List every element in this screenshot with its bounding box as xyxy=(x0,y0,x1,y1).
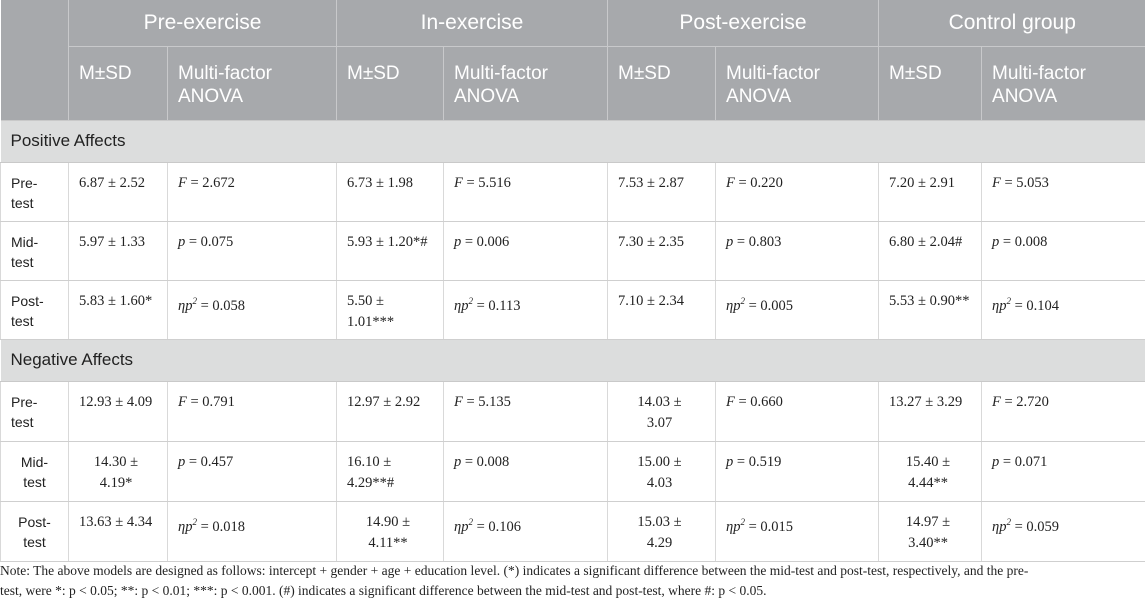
anova-header-line1: Multi-factor xyxy=(726,62,820,84)
anova-header xyxy=(716,46,879,120)
anova-cell xyxy=(444,162,608,221)
anova-cell xyxy=(168,501,337,561)
msd-value-line1: 13.63 ± 4.34 xyxy=(79,513,153,530)
stat-value: = 0.071 xyxy=(999,453,1048,470)
msd-value-line2: 4.29 xyxy=(646,534,673,551)
stat-superscript: 2 xyxy=(1006,516,1011,527)
row-label-line1: Post- xyxy=(18,513,51,530)
msd-value-line1: 5.53 ± 0.90** xyxy=(889,292,970,309)
msd-value-line1: 12.93 ± 4.09 xyxy=(79,393,153,410)
anova-header xyxy=(982,46,1145,120)
stat-value: = 0.005 xyxy=(744,297,794,314)
msd-value-line2: 4.29**# xyxy=(347,474,395,491)
msd-cell xyxy=(337,381,444,441)
stat-value: = 5.516 xyxy=(462,174,511,191)
row-label-line1: Mid- xyxy=(11,233,39,250)
msd-value-line1: 6.87 ± 2.52 xyxy=(79,174,145,191)
stat-superscript: 2 xyxy=(740,295,745,306)
msd-cell xyxy=(337,280,444,339)
stat-symbol: ηp xyxy=(454,297,469,314)
msd-cell xyxy=(879,221,982,280)
anova-header-line2: ANOVA xyxy=(454,85,520,107)
stat-symbol: ηp xyxy=(454,518,469,535)
msd-value-line2: 4.03 xyxy=(646,474,673,491)
msd-value-line1: 14.90 ± xyxy=(365,513,411,530)
stat-symbol: p xyxy=(178,453,186,470)
msd-cell xyxy=(879,501,982,561)
msd-value-line1: 14.30 ± xyxy=(93,453,139,470)
msd-cell xyxy=(69,381,168,441)
stat-value: = 0.220 xyxy=(734,174,783,191)
row-label-line2: test xyxy=(11,413,34,430)
stat-symbol: p xyxy=(454,453,462,470)
msd-cell xyxy=(608,162,716,221)
msd-value-line1: 14.97 ± xyxy=(905,513,951,530)
stat-symbol: p xyxy=(454,233,462,250)
table-row xyxy=(1,501,1145,561)
msd-header: M±SD xyxy=(879,46,982,120)
anova-cell xyxy=(716,381,879,441)
row-label-line1: Pre- xyxy=(11,393,38,410)
group-header: Pre-exercise xyxy=(69,0,337,46)
msd-cell xyxy=(608,221,716,280)
section-title: Positive Affects xyxy=(1,120,1145,162)
group-header: Post-exercise xyxy=(608,0,879,46)
anova-cell xyxy=(716,441,879,501)
msd-cell xyxy=(69,280,168,339)
msd-value-line2: 1.01*** xyxy=(347,313,395,330)
row-label-line2: test xyxy=(23,473,46,490)
stat-value: = 5.135 xyxy=(462,393,511,410)
msd-cell xyxy=(879,441,982,501)
section-row xyxy=(1,339,1145,381)
stat-symbol: F xyxy=(992,393,1001,410)
msd-cell xyxy=(337,162,444,221)
msd-header: M±SD xyxy=(337,46,444,120)
anova-cell xyxy=(168,280,337,339)
anova-header-line2: ANOVA xyxy=(178,85,244,107)
stat-value: = 0.018 xyxy=(196,518,246,535)
msd-value-line1: 5.50 ± xyxy=(347,292,384,309)
msd-cell xyxy=(69,441,168,501)
row-label-line2: test xyxy=(11,253,34,270)
stat-superscript: 2 xyxy=(468,516,473,527)
msd-value-line1: 5.83 ± 1.60* xyxy=(79,292,153,309)
msd-value-line2: 3.07 xyxy=(646,414,673,431)
anova-cell xyxy=(444,221,608,280)
anova-header-line1: Multi-factor xyxy=(178,62,272,84)
msd-cell xyxy=(69,162,168,221)
stat-value: = 0.015 xyxy=(744,518,794,535)
stat-symbol: p xyxy=(992,453,1000,470)
table-row xyxy=(1,381,1145,441)
msd-header: M±SD xyxy=(608,46,716,120)
anova-cell xyxy=(444,441,608,501)
msd-value-line1: 12.97 ± 2.92 xyxy=(347,393,421,410)
msd-cell xyxy=(69,221,168,280)
anova-cell xyxy=(168,162,337,221)
stat-symbol: F xyxy=(454,393,463,410)
msd-cell xyxy=(608,280,716,339)
msd-value-line1: 7.20 ± 2.91 xyxy=(889,174,955,191)
row-label xyxy=(1,221,69,280)
stat-symbol: ηp xyxy=(992,297,1007,314)
stat-symbol: ηp xyxy=(178,518,193,535)
anova-cell xyxy=(982,381,1145,441)
stat-symbol: F xyxy=(178,174,187,191)
msd-cell xyxy=(879,381,982,441)
corner-cell xyxy=(1,0,69,120)
row-label xyxy=(1,280,69,339)
stat-value: = 0.106 xyxy=(472,518,522,535)
msd-value-line1: 6.73 ± 1.98 xyxy=(347,174,413,191)
stat-value: = 0.113 xyxy=(472,297,521,314)
msd-cell xyxy=(608,501,716,561)
msd-cell xyxy=(337,221,444,280)
anova-cell xyxy=(168,381,337,441)
group-header: Control group xyxy=(879,0,1145,46)
stat-value: = 0.059 xyxy=(1010,518,1060,535)
anova-cell xyxy=(444,501,608,561)
msd-cell xyxy=(879,162,982,221)
stat-value: = 0.660 xyxy=(734,393,783,410)
msd-value-line1: 6.80 ± 2.04# xyxy=(889,233,963,250)
msd-value-line1: 15.00 ± xyxy=(637,453,682,470)
anova-cell xyxy=(168,441,337,501)
stat-symbol: ηp xyxy=(726,297,741,314)
stat-value: = 2.672 xyxy=(186,174,235,191)
stat-value: = 0.791 xyxy=(186,393,235,410)
stat-superscript: 2 xyxy=(740,516,745,527)
table-row xyxy=(1,162,1145,221)
row-label-line2: test xyxy=(11,194,34,211)
section-row xyxy=(1,120,1145,162)
stat-value: = 0.803 xyxy=(733,233,782,250)
row-label xyxy=(1,381,69,441)
msd-cell xyxy=(879,280,982,339)
stat-symbol: F xyxy=(454,174,463,191)
stat-symbol: p xyxy=(992,233,1000,250)
msd-value-line2: 3.40** xyxy=(908,534,948,551)
stat-superscript: 2 xyxy=(192,295,197,306)
row-label-line2: test xyxy=(23,533,46,550)
stat-symbol: F xyxy=(726,393,735,410)
group-header: In-exercise xyxy=(337,0,608,46)
anova-header-line2: ANOVA xyxy=(992,85,1058,107)
note-line-1: Note: The above models are designed as follows: intercept + gender + age + education level. (*) indicates a significant difference between the mid-test and post-test, respectively, and the pre- xyxy=(0,563,1029,578)
msd-cell xyxy=(337,501,444,561)
anova-cell xyxy=(716,501,879,561)
anova-header-line1: Multi-factor xyxy=(454,62,548,84)
section-title: Negative Affects xyxy=(1,339,1145,381)
row-label-line1: Mid- xyxy=(20,453,49,470)
stat-symbol: p xyxy=(178,233,186,250)
stat-symbol: ηp xyxy=(992,518,1007,535)
table-row xyxy=(1,441,1145,501)
msd-value-line1: 13.27 ± 3.29 xyxy=(889,393,963,410)
stat-symbol: ηp xyxy=(726,518,741,535)
stat-value: = 0.457 xyxy=(185,453,234,470)
row-label xyxy=(1,162,69,221)
row-label-line2: test xyxy=(11,312,34,329)
anova-header-line2: ANOVA xyxy=(726,85,792,107)
stat-symbol: F xyxy=(992,174,1001,191)
anova-cell xyxy=(982,441,1145,501)
anova-cell xyxy=(716,280,879,339)
anova-cell xyxy=(982,280,1145,339)
stat-symbol: p xyxy=(726,453,734,470)
anova-header xyxy=(444,46,608,120)
msd-value-line2: 4.11** xyxy=(368,534,408,551)
anova-cell xyxy=(982,501,1145,561)
stat-symbol: ηp xyxy=(178,297,193,314)
msd-cell xyxy=(337,441,444,501)
msd-value-line1: 7.10 ± 2.34 xyxy=(618,292,684,309)
msd-value-line1: 14.03 ± xyxy=(637,393,682,410)
stat-value: = 0.008 xyxy=(461,453,510,470)
anova-cell xyxy=(444,280,608,339)
msd-cell xyxy=(69,501,168,561)
stat-value: = 0.006 xyxy=(461,233,510,250)
stat-symbol: F xyxy=(726,174,735,191)
anova-cell xyxy=(168,221,337,280)
stat-superscript: 2 xyxy=(192,516,197,527)
row-label xyxy=(1,441,69,501)
msd-cell xyxy=(608,381,716,441)
anova-cell xyxy=(982,162,1145,221)
anova-header xyxy=(168,46,337,120)
msd-value-line1: 15.40 ± xyxy=(905,453,951,470)
header-row-sub xyxy=(1,46,1145,120)
stat-superscript: 2 xyxy=(468,295,473,306)
stat-value: = 0.104 xyxy=(1010,297,1060,314)
msd-cell xyxy=(608,441,716,501)
msd-header: M±SD xyxy=(69,46,168,120)
msd-value-line1: 7.30 ± 2.35 xyxy=(618,233,684,250)
msd-value-line1: 5.97 ± 1.33 xyxy=(79,233,145,250)
stat-value: = 0.075 xyxy=(185,233,234,250)
stat-value: = 2.720 xyxy=(1000,393,1049,410)
msd-value-line1: 16.10 ± xyxy=(347,453,392,470)
stat-symbol: p xyxy=(726,233,734,250)
table-note xyxy=(0,561,1130,601)
row-label-line1: Post- xyxy=(11,292,44,309)
anova-cell xyxy=(444,381,608,441)
anova-cell xyxy=(716,162,879,221)
msd-value-line2: 4.19* xyxy=(99,474,133,491)
stat-value: = 0.058 xyxy=(196,297,246,314)
table-row xyxy=(1,280,1145,339)
stat-value: = 0.519 xyxy=(733,453,782,470)
table-row xyxy=(1,221,1145,280)
note-line-2: test, were *: p < 0.05; **: p < 0.01; ***: p < 0.001. (#) indicates a significant difference between the mid-test and post-test, where #: p < 0.05. xyxy=(0,583,767,598)
anova-cell xyxy=(716,221,879,280)
msd-value-line1: 5.93 ± 1.20*# xyxy=(347,233,428,250)
row-label-line1: Pre- xyxy=(11,174,38,191)
header-row-groups xyxy=(1,0,1145,46)
stat-superscript: 2 xyxy=(1006,295,1011,306)
stat-value: = 0.008 xyxy=(999,233,1048,250)
msd-value-line1: 15.03 ± xyxy=(637,513,682,530)
anova-header-line1: Multi-factor xyxy=(992,62,1086,84)
anova-cell xyxy=(982,221,1145,280)
stat-value: = 5.053 xyxy=(1000,174,1049,191)
msd-value-line2: 4.44** xyxy=(908,474,948,491)
msd-value-line1: 7.53 ± 2.87 xyxy=(618,174,684,191)
row-label xyxy=(1,501,69,561)
stat-symbol: F xyxy=(178,393,187,410)
